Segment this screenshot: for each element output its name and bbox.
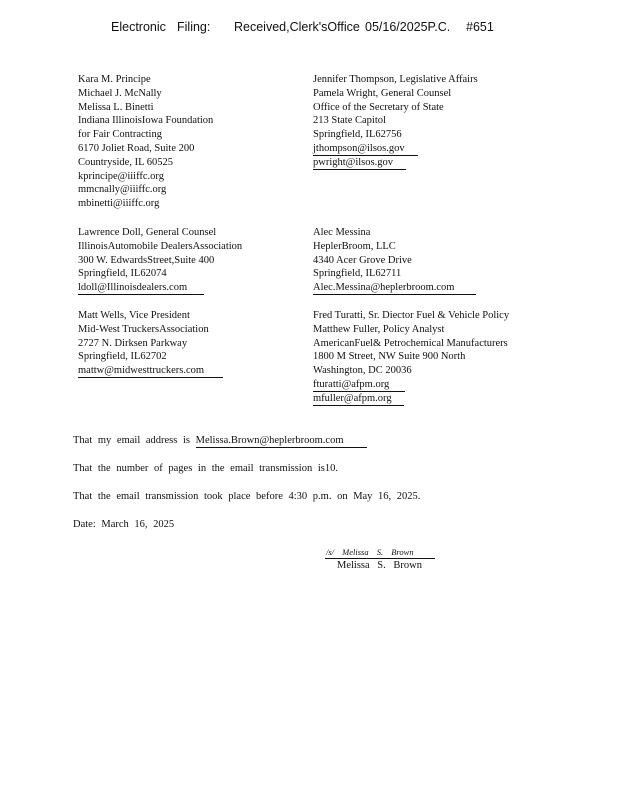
contact-email[interactable]: mfuller@afpm.org bbox=[313, 392, 392, 404]
contact-line: 300 W. EdwardsStreet,Suite 400 bbox=[78, 254, 215, 266]
statement-email bbox=[73, 434, 344, 448]
statement-date: Date: March 16, 2025 bbox=[73, 519, 175, 530]
contact-line: AmericanFuel& Petrochemical Manufacturers bbox=[313, 337, 508, 349]
contact-line: Springfield, IL62074 bbox=[78, 268, 167, 280]
contact-email[interactable]: pwright@ilsos.gov bbox=[313, 156, 393, 168]
signature-script: /s/ Melissa S. Brown bbox=[326, 547, 414, 557]
header-electronic: Electronic bbox=[111, 20, 166, 34]
email-underline bbox=[78, 377, 223, 378]
contact-line: Springfield, IL62702 bbox=[78, 351, 167, 363]
email-underline bbox=[313, 294, 476, 295]
contact-line: Jennifer Thompson, Legislative Affairs bbox=[313, 74, 478, 85]
statement-email-prefix: That my email address is bbox=[73, 435, 190, 446]
contact-email[interactable]: mbinetti@iiiffc.org bbox=[78, 198, 160, 210]
contact-email[interactable]: jthompson@ilsos.gov bbox=[313, 142, 405, 154]
contact-line: Indiana IllinoisIowa Foundation bbox=[78, 115, 214, 127]
statement-pages: That the number of pages in the email transmission is10. bbox=[73, 463, 338, 474]
contact-line: 2727 N. Dirksen Parkway bbox=[78, 337, 188, 349]
contact-email[interactable]: Alec.Messina@heplerbroom.com bbox=[313, 282, 455, 294]
contact-line: Springfield, IL62711 bbox=[313, 268, 402, 280]
contact-line: Matt Wells, Vice President bbox=[78, 310, 190, 321]
email-underline bbox=[196, 447, 367, 448]
header-filing: Filing: bbox=[177, 20, 211, 34]
statement-time: That the email transmission took place before 4:30 p.m. on May 16, 2025. bbox=[73, 491, 421, 502]
contact-email[interactable]: mmcnally@iiiffc.org bbox=[78, 184, 167, 196]
contact-block-truckers bbox=[78, 309, 209, 378]
contact-line: Michael J. McNally bbox=[78, 87, 162, 99]
email-underline bbox=[313, 405, 404, 406]
contact-line: for Fair Contracting bbox=[78, 129, 162, 141]
contact-block-iiiffc bbox=[78, 73, 213, 211]
contact-line: 4340 Acer Grove Drive bbox=[313, 254, 412, 266]
contact-block-dealers bbox=[78, 226, 242, 295]
signature-name: Melissa S. Brown bbox=[337, 560, 422, 571]
header-received: Received,Clerk'sOffice bbox=[234, 20, 360, 34]
header-number: #651 bbox=[466, 20, 494, 34]
contact-line: Pamela Wright, General Counsel bbox=[313, 87, 452, 99]
contact-email[interactable]: kprincipe@iiiffc.org bbox=[78, 170, 164, 182]
contact-line: Fred Turatti, Sr. Diector Fuel & Vehicle Policy bbox=[313, 310, 510, 321]
contact-line: IllinoisAutomobile DealersAssociation bbox=[78, 240, 243, 252]
contact-line: Matthew Fuller, Policy Analyst bbox=[313, 323, 445, 335]
contact-block-heplerbroom bbox=[313, 226, 454, 295]
contact-line: Mid-West TruckersAssociation bbox=[78, 323, 209, 335]
email-underline bbox=[313, 391, 405, 392]
contact-line: HeplerBroom, LLC bbox=[313, 240, 396, 252]
contact-line: 1800 M Street, NW Suite 900 North bbox=[313, 351, 466, 363]
contact-email[interactable]: mattw@midwesttruckers.com bbox=[78, 365, 205, 377]
email-underline bbox=[313, 169, 406, 170]
email-underline bbox=[313, 155, 418, 156]
statement-email-address[interactable]: Melissa.Brown@heplerbroom.com bbox=[195, 435, 344, 446]
contact-line: Lawrence Doll, General Counsel bbox=[78, 227, 217, 238]
contact-line: Melissa L. Binetti bbox=[78, 101, 154, 113]
filing-header bbox=[0, 20, 618, 40]
contact-line: Washington, DC 20036 bbox=[313, 365, 412, 377]
contact-email[interactable]: ldoll@Illinoisdealers.com bbox=[78, 282, 188, 294]
contact-line: Kara M. Principe bbox=[78, 74, 151, 85]
contact-line: 6170 Joliet Road, Suite 200 bbox=[78, 142, 195, 154]
contact-email[interactable]: fturatti@afpm.org bbox=[313, 378, 390, 390]
contact-line: 213 State Capitol bbox=[313, 115, 386, 127]
contact-line: Countryside, IL 60525 bbox=[78, 156, 173, 168]
header-date: 05/16/2025P.C. bbox=[365, 20, 451, 34]
email-underline bbox=[78, 294, 204, 295]
contact-line: Office of the Secretary of State bbox=[313, 101, 444, 113]
contact-line: Springfield, IL62756 bbox=[313, 129, 402, 141]
contact-line: Alec Messina bbox=[313, 227, 371, 238]
